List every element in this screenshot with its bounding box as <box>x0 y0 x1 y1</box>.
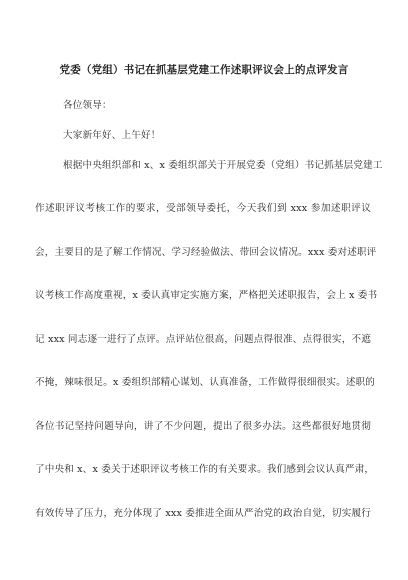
body-line: 作述职评议考核工作的要求，受部领导委托，今天我们到 xxx 参加述职评议 <box>35 203 371 214</box>
document-title: 党委（党组）书记在抓基层党建工作述职评议会上的点评发言 <box>59 64 349 76</box>
body-line: 议考核工作高度重视，x 委认真审定实施方案，严格把关述职报告，会上 x 委书 <box>35 290 378 301</box>
greeting: 大家新年好、上午好！ <box>63 130 161 141</box>
body-line: 了中央和 x、x 委关于述职评议考核工作的有关要求。我们感到会议认真严肃， <box>35 464 375 475</box>
body-line: 各位书记坚持问题导向，讲了不少问题，提出了很多办法。这些都很好地贯彻 <box>35 421 371 432</box>
body-line: 不掩，辣味很足。x 委组织部精心谋划、认真准备，工作做得很细很实。述职的 <box>35 377 376 388</box>
salutation: 各位领导： <box>63 100 112 111</box>
body-line: 会，主要目的是了解工作情况、学习经验做法、带回会议情况。xxx 委对述职评 <box>35 247 377 258</box>
body-line: 记 xxx 同志逐一进行了点评。点评站位很高，问题点得很准、点得很实，不遮 <box>35 334 371 345</box>
body-line: 根据中央组织部和 x、x 委组织部关于开展党委（党组）书记抓基层党建工 <box>63 160 383 171</box>
body-line: 有效传导了压力，充分体现了 xxx 委推进全面从严治党的政治自觉，切实履行 <box>35 508 371 519</box>
